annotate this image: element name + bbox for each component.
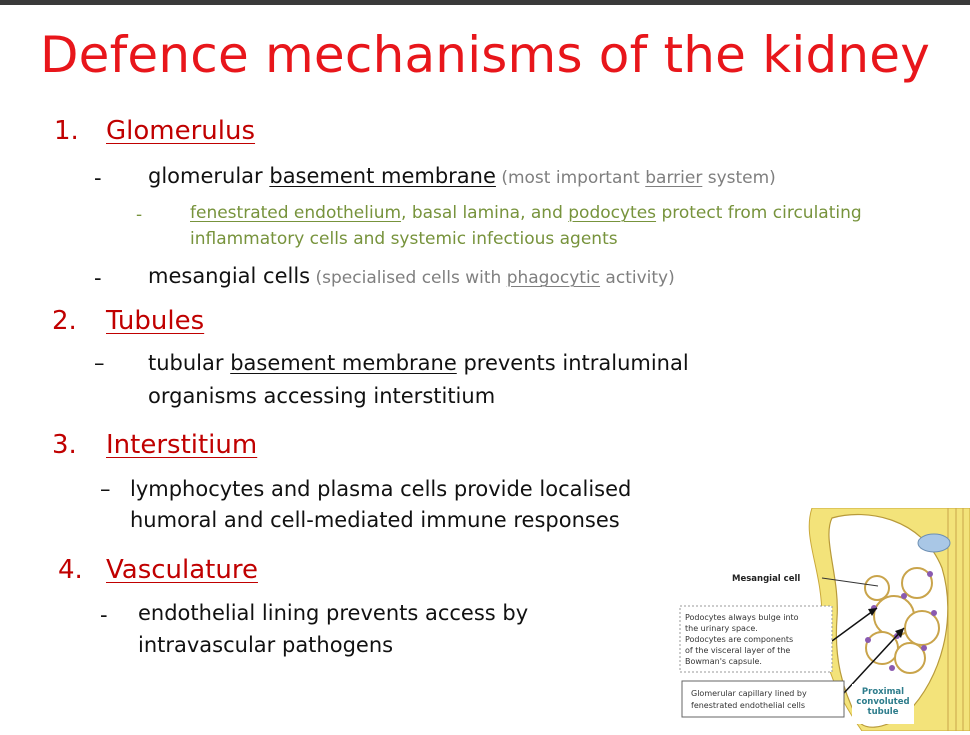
section-number-1: 1. [54, 116, 79, 146]
section-number-2: 2. [52, 306, 77, 336]
tubule-label-line: tubule [867, 707, 899, 717]
podocyte-note-line: the urinary space. [685, 624, 758, 633]
section-heading-tubules: Tubules [106, 306, 205, 336]
basement-membrane-link[interactable]: basement membrane [269, 164, 496, 188]
vasculature-text: endothelial lining prevents access by [138, 601, 529, 625]
glomerulus-diagram [672, 508, 970, 731]
glomerular-basement-membrane-text: glomerular basement membrane (most important barrier system) [148, 164, 776, 188]
capillary-note-line: Glomerular capillary lined by [691, 689, 807, 698]
glomerular-filter-components-text: fenestrated endothelium, basal lamina, and podocytes protect from circulating [190, 203, 862, 223]
section-heading-vasculature: Vasculature [106, 555, 258, 585]
tubule-label-line: Proximal [861, 687, 905, 697]
section-number-3: 3. [52, 430, 77, 460]
mesangial-cells-text: mesangial cells (specialised cells with phagocytic activity) [148, 264, 675, 288]
sub-bullet-marker: - [136, 205, 143, 225]
slide-title: Defence mechanisms of the kidney [39, 26, 931, 84]
top-border [0, 0, 970, 5]
vasculature-text-line2: intravascular pathogens [138, 633, 394, 657]
section-number-4: 4. [58, 555, 83, 585]
podocyte-note-line: Podocytes are components [685, 635, 794, 644]
fenestrated-endothelium-link[interactable]: fenestrated endothelium [190, 203, 402, 223]
glomerulus-illustration [672, 508, 970, 731]
bullet-marker: - [94, 266, 102, 290]
podocyte-note-line: of the visceral layer of the [685, 646, 791, 655]
podocytes-link[interactable]: podocytes [568, 203, 657, 223]
bullet-marker: - [100, 603, 108, 627]
capillary-note-line: fenestrated endothelial cells [691, 701, 806, 710]
basement-membrane-link[interactable]: basement membrane [230, 351, 457, 375]
bullet-marker: – [94, 351, 105, 375]
tubular-basement-membrane-text-line2: organisms accessing interstitium [148, 384, 496, 408]
tubular-basement-membrane-text: tubular basement membrane prevents intraluminal [148, 351, 689, 375]
barrier-link[interactable]: barrier [645, 168, 703, 188]
interstitium-immune-text-line2: humoral and cell-mediated immune responses [130, 508, 620, 532]
tubule-label-line: convoluted [856, 697, 910, 707]
mesangial-cell-label: Mesangial cell [732, 574, 801, 584]
bullet-marker: - [94, 166, 102, 190]
bullet-marker: – [100, 477, 111, 501]
section-heading-glomerulus: Glomerulus [106, 116, 256, 146]
podocyte-note-line: Podocytes always bulge into [685, 613, 799, 622]
section-heading-interstitium: Interstitium [106, 430, 258, 460]
glomerular-filter-components-text-line2: inflammatory cells and systemic infectious agents [190, 229, 618, 249]
phagocytic-link[interactable]: phagocytic [506, 268, 601, 288]
interstitium-immune-text: lymphocytes and plasma cells provide localised [130, 477, 632, 501]
podocyte-note-line: Bowman's capsule. [685, 657, 762, 666]
